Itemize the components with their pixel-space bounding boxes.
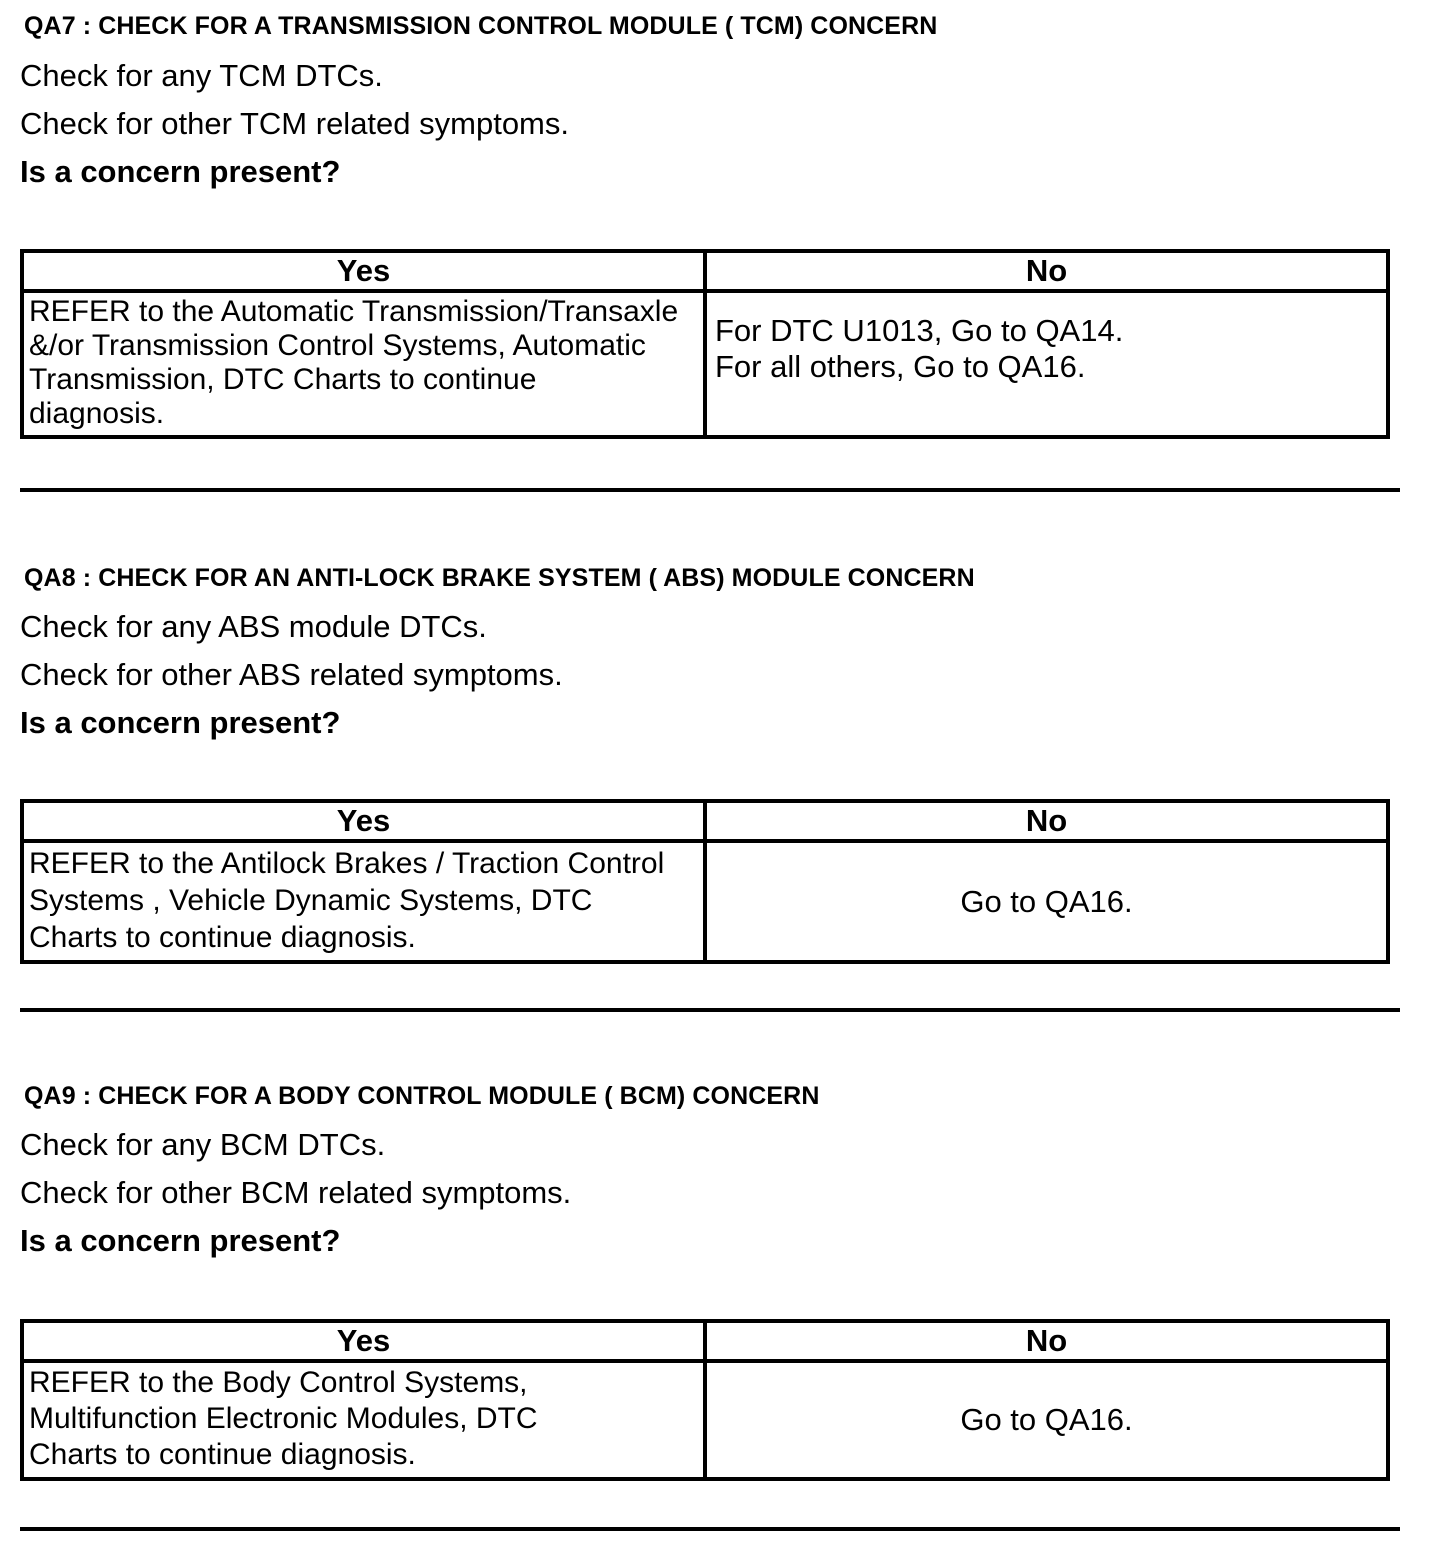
qa9-heading: QA9 : CHECK FOR A BODY CONTROL MODULE ( BCM) CONCERN [24, 1082, 820, 1110]
qa7-line-2: Check for other TCM related symptoms. [20, 106, 569, 141]
section-divider [20, 1527, 1400, 1531]
qa8-heading: QA8 : CHECK FOR AN ANTI-LOCK BRAKE SYSTEM ( ABS) MODULE CONCERN [24, 564, 975, 592]
qa8-yes-line: Charts to continue diagnosis. [29, 921, 416, 954]
qa9-yes-line: REFER to the Body Control Systems, [29, 1366, 528, 1399]
qa7-no-cell [705, 291, 1388, 437]
qa7-yes-cell [22, 291, 705, 437]
qa9-answer-table [20, 1319, 1390, 1481]
qa7-yes-header: Yes [22, 251, 705, 291]
qa8-yes-header: Yes [22, 801, 705, 841]
qa7-question: Is a concern present? [20, 154, 341, 189]
qa7-yes-line: diagnosis. [29, 397, 165, 430]
qa8-line-1: Check for any ABS module DTCs. [20, 609, 487, 644]
qa9-yes-line: Charts to continue diagnosis. [29, 1438, 416, 1471]
qa7-heading: QA7 : CHECK FOR A TRANSMISSION CONTROL MODULE ( TCM) CONCERN [24, 12, 938, 40]
qa7-yes-line: &/or Transmission Control Systems, Automatic [29, 329, 646, 362]
qa7-no-line: For DTC U1013, Go to QA14. [715, 313, 1124, 348]
qa8-line-2: Check for other ABS related symptoms. [20, 657, 563, 692]
qa7-no-header: No [705, 251, 1388, 291]
qa8-answer-table [20, 799, 1390, 964]
qa9-no-header: No [705, 1321, 1388, 1361]
qa8-yes-line: Systems , Vehicle Dynamic Systems, DTC [29, 884, 593, 917]
section-divider [20, 488, 1400, 492]
qa9-yes-header: Yes [22, 1321, 705, 1361]
qa7-no-line: For all others, Go to QA16. [715, 349, 1086, 384]
qa7-yes-line: Transmission, DTC Charts to continue [29, 363, 537, 396]
qa8-question: Is a concern present? [20, 705, 341, 740]
qa9-question: Is a concern present? [20, 1223, 341, 1258]
qa8-yes-cell [22, 841, 705, 962]
qa8-no-header: No [705, 801, 1388, 841]
qa8-no-cell: Go to QA16. [705, 841, 1388, 962]
qa8-yes-line: REFER to the Antilock Brakes / Traction Control [29, 847, 665, 880]
qa7-line-1: Check for any TCM DTCs. [20, 58, 383, 93]
qa7-answer-table [20, 249, 1390, 439]
qa9-yes-line: Multifunction Electronic Modules, DTC [29, 1402, 538, 1435]
qa7-yes-line: REFER to the Automatic Transmission/Transaxle [29, 295, 679, 328]
qa9-line-1: Check for any BCM DTCs. [20, 1127, 386, 1162]
qa9-yes-cell [22, 1361, 705, 1479]
section-divider [20, 1008, 1400, 1012]
qa9-no-cell: Go to QA16. [705, 1361, 1388, 1479]
qa9-line-2: Check for other BCM related symptoms. [20, 1175, 572, 1210]
